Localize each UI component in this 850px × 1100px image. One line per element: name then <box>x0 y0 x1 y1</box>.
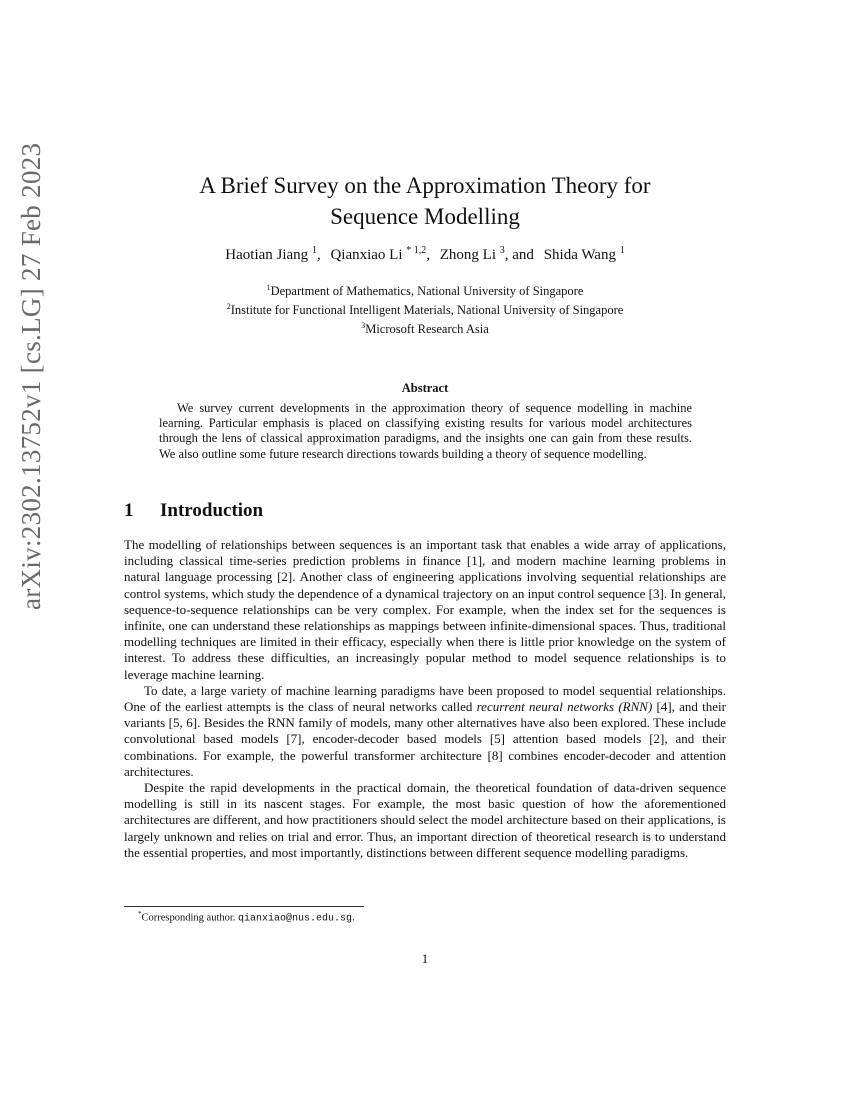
paragraph-2-text-end: [4], and their variants [5, 6]. Besides the RNN family of models, many other alternatives have also been explored. These include convolutional based models [7], encoder-decoder based models [5] attention based models [2], and their combinations. For example, the powerful transformer architecture [8] combines encoder-decoder and attention architectures. <box>124 699 726 779</box>
paragraph-2-text-start: To date, a large variety of machine learning paradigms have been proposed to model sequential relationships. One of the earliest attempts is the class of neural networks called <box>124 682 726 715</box>
author-name: Zhong Li <box>439 247 497 263</box>
footnote-marker: * <box>138 910 142 918</box>
abstract-text: We survey current developments in the approximation theory of sequence modelling in machine learning. Particular emphasis is placed on classifying existing results for various model architectures through the lens of classical approximation paradigms, and the insights one can gain from these results. We also outline some future research directions towards building a theory of sequence modelling. <box>159 401 692 461</box>
affiliation-text: Institute for Functional Intelligent Materials, National University of Singapore <box>230 303 624 318</box>
footnote-email: qianxiao@nus.edu.sg <box>238 913 353 925</box>
arxiv-identifier-stamp: arXiv:2302.13752v1 [cs.LG] 27 Feb 2023 <box>16 142 46 610</box>
section-title: Introduction <box>160 500 264 521</box>
author-list <box>0 245 850 264</box>
paragraph-2-italic-term: recurrent neural networks (RNN) <box>476 699 653 715</box>
affiliation-item <box>0 280 850 299</box>
author-separator: , <box>426 247 431 263</box>
abstract-heading: Abstract <box>401 381 449 395</box>
author-affiliation-marker: * 1,2 <box>406 245 427 256</box>
paragraph-1: The modelling of relationships between sequences is an important task that enables a wide array of applications, including classical time-series prediction problems in finance [1], and modern machine learning problems in natural language processing [2]. Another class of engineering applications involving sequential relationships are control systems, which study the dependence of a dynamical trajectory on an input control sequence [3]. In general, sequence-to-sequence relationships can be very complex. For example, when the index set for the sequences is infinite, one can understand these relationships as mappings between infinite-dimensional spaces. Thus, traditional modelling techniques are limited in their efficacy, especially when there is little prior knowledge on the system of interest. To address these difficulties, an increasingly popular method to model sequence relationships is to leverage machine learning. <box>124 537 726 682</box>
author-separator: , and <box>504 247 534 263</box>
title-line-2: Sequence Modelling <box>330 204 520 229</box>
section-number: 1 <box>124 500 134 521</box>
author-affiliation-marker: 1 <box>311 245 317 256</box>
footnote-end: . <box>352 912 355 924</box>
paper-title <box>0 170 850 232</box>
section-heading <box>124 500 263 522</box>
affiliation-marker: 1 <box>266 283 271 292</box>
affiliation-item <box>0 318 850 337</box>
author-name: Haotian Jiang <box>225 247 309 263</box>
affiliation-marker: 2 <box>226 302 231 312</box>
affiliation-text: Microsoft Research Asia <box>365 322 489 337</box>
footnote <box>138 910 355 925</box>
author-affiliation-marker: 3 <box>499 245 505 256</box>
page-number: 1 <box>421 951 429 966</box>
paragraph-3: Despite the rapid developments in the practical domain, the theoretical foundation of data-driven sequence modelling is still in its nascent stages. For example, the most basic question of how the aforementioned architectures are different, and how practitioners should select the model architecture based on their applications, is largely unknown and relies on trial and error. Thus, an important direction of theoretical research is to understand the essential properties, and most importantly, distinctions between different sequence modelling paradigms. <box>124 780 726 860</box>
title-line-1: A Brief Survey on the Approximation Theory for <box>199 173 651 198</box>
section-body <box>124 537 726 861</box>
affiliation-text: Department of Mathematics, National University of Singapore <box>270 284 584 299</box>
footnote-text: Corresponding author. <box>141 912 236 924</box>
author-name: Shida Wang <box>543 247 616 263</box>
author-separator: , <box>316 247 321 263</box>
affiliation-list <box>0 280 850 337</box>
affiliation-item <box>0 299 850 318</box>
footnote-rule <box>124 906 364 907</box>
affiliation-marker: 3 <box>361 321 366 331</box>
author-affiliation-marker: 1 <box>619 245 625 256</box>
paragraph-2 <box>124 683 726 780</box>
author-name: Qianxiao Li <box>330 247 403 263</box>
